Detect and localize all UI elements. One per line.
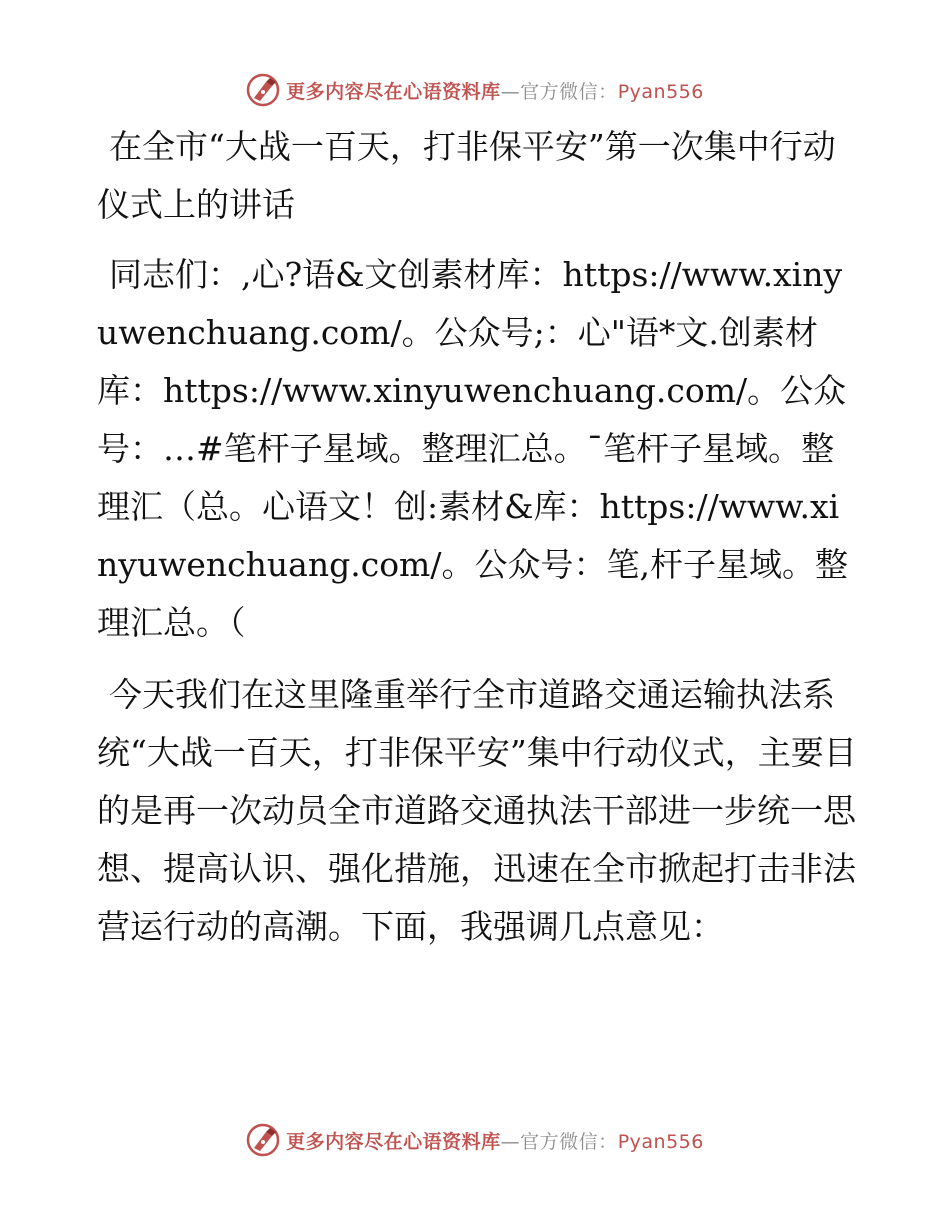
paragraph-intro: 今天我们在这里隆重举行全市道路交通运输执法系统“大战一百天，打非保平安”集中行动仪式，主要目的是再一次动员全市道路交通执法干部进一步统一思想、提高认识、强化措施，迅速在全市掀起打击非法营运行动的高潮。下面，我强调几点意见：: [97, 675, 857, 946]
banner-wechat-id: Pyan556: [617, 1130, 704, 1153]
banner-wechat-id: Pyan556: [617, 80, 704, 103]
banner-text: [286, 1127, 704, 1154]
pen-nib-logo-icon: [246, 1123, 280, 1157]
banner-text: [286, 77, 704, 104]
footer-banner: [0, 1120, 950, 1160]
banner-separator: —: [500, 1130, 521, 1153]
pen-nib-logo-icon: [246, 73, 280, 107]
banner-prefix: 更多内容尽在心语资料库: [286, 80, 501, 103]
banner-wechat-label: 官方微信：: [520, 80, 618, 103]
paragraph-salutation: 同志们：,心?语&文创素材库：https://www.xinyuwenchuang.com/。公众号;：心"语*文.创素材库：https://www.xinyuwenchuang.com/。公众号：…#笔杆子星域。整理汇总。¯笔杆子星域。整理汇（总。心语文！创:素材&库：https://www.xinyuwenchuang.com/。公众号：笔,杆子星域。整理汇总。（: [97, 255, 848, 642]
banner-wechat-label: 官方微信：: [520, 1130, 618, 1153]
banner-prefix: 更多内容尽在心语资料库: [286, 1130, 501, 1153]
header-banner: [0, 70, 950, 110]
document-title: 在全市“大战一百天，打非保平安”第一次集中行动仪式上的讲话: [97, 127, 836, 224]
document-body: [97, 118, 857, 970]
banner-separator: —: [500, 80, 521, 103]
